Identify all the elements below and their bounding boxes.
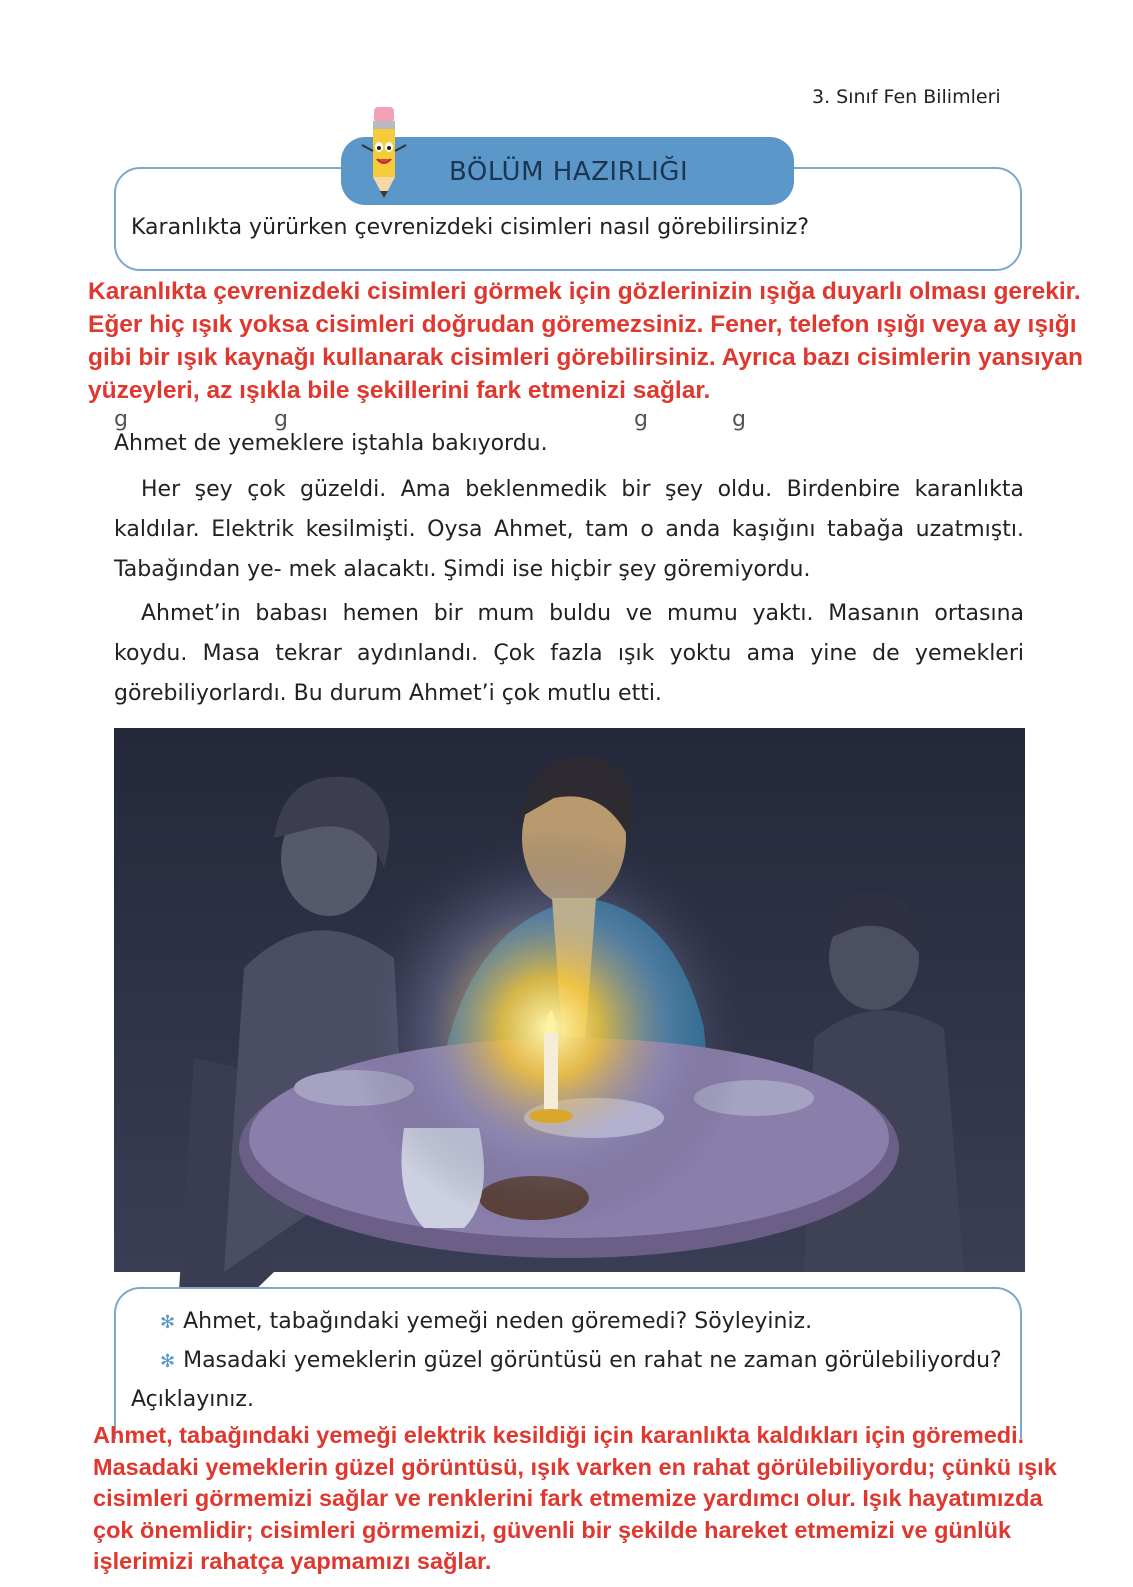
question-2-text: Masadaki yemeklerin güzel görüntüsü en rahat ne zaman görülebiliyordu? (183, 1348, 1002, 1373)
story-paragraph-2: Her şey çok güzeldi. Ama beklenmedik bir şey oldu. Birdenbire karanlıkta kaldılar. Elektrik kesilmişti. Oysa Ahmet, tam o anda kaşığını tabağa uzatmıştı. Tabağından ye- mek alacaktı. Şimdi ise hiçbir şey göremiyordu. (114, 477, 1024, 582)
banner-title: BÖLÜM HAZIRLIĞI (449, 157, 689, 187)
intro-question: Karanlıkta yürürken çevrenizdeki cisimleri nasıl görebilirsiniz? (131, 215, 810, 240)
asterisk-icon: ✻ (160, 1351, 176, 1372)
question-1-text: Ahmet, tabağındaki yemeği neden göremedi? Söyleyiniz. (183, 1309, 813, 1334)
course-title: 3. Sınıf Fen Bilimleri (812, 86, 1001, 108)
story-paragraph-3: Ahmet’in babası hemen bir mum buldu ve mumu yaktı. Masanın ortasına koydu. Masa tekrar aydınlandı. Çok fazla ışık yoktu ama yine de yemekleri görebiliyorlardı. Bu durum Ahmet’i çok mutlu etti. (114, 601, 1024, 706)
story-paragraph-1: Ahmet de yemeklere iştahla bakıyordu. (114, 431, 548, 456)
question-2-continuation: Açıklayınız. (131, 1387, 254, 1412)
answer-bottom: Ahmet, tabağındaki yemeği elektrik kesildiği için karanlıkta kaldıkları için göremedi. Masadaki yemeklerin güzel görüntüsü, ışık varken en rahat görülebiliyordu; çünkü ışık cisimleri görmemizi sağlar ve renklerini fark etmemize yardımcı olur. Işık hayatımızda çok önemlidir; cisimleri görmemizi, güvenli bir şekilde hareket etmemizi ve günlük işlerimizi rahatça yapmamızı sağlar. (93, 1422, 1057, 1574)
pencil-mascot-icon (356, 105, 412, 201)
asterisk-icon: ✻ (160, 1312, 176, 1333)
question-1 (160, 1309, 812, 1334)
question-2 (160, 1348, 1002, 1373)
cut-text-remnant: g g g g (114, 407, 746, 432)
answer-top: Karanlıkta çevrenizdeki cisimleri görmek için gözlerinizin ışığa duyarlı olması gerekir. Eğer hiç ışık yoksa cisimleri doğrudan göremezsiniz. Fener, telefon ışığı veya ay ışığı gibi bir ışık kaynağı kullanarak cisimleri görebilirsiniz. Ayrıca bazı cisimlerin yansıyan yüzeyleri, az ışıkla bile şekillerini fark etmenizi sağlar. (88, 278, 1083, 404)
candlelit-dinner-illustration (114, 728, 1025, 1272)
